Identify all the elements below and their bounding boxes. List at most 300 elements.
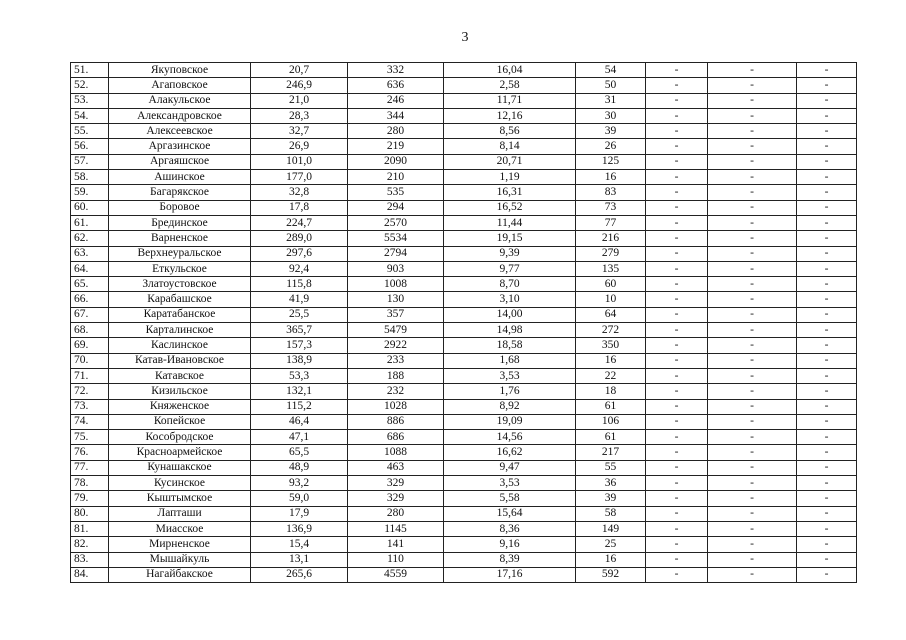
count-cell: 50 (576, 78, 646, 93)
dash-cell: - (797, 93, 857, 108)
population-cell: 2570 (348, 215, 444, 230)
dash-cell: - (646, 506, 708, 521)
settlement-name-cell: Верхнеуральское (109, 246, 251, 261)
count-cell: 64 (576, 307, 646, 322)
count-cell: 279 (576, 246, 646, 261)
dash-cell: - (797, 170, 857, 185)
settlement-name-cell: Кусинское (109, 476, 251, 491)
dash-cell: - (708, 246, 797, 261)
count-cell: 30 (576, 108, 646, 123)
dash-cell: - (708, 185, 797, 200)
dash-cell: - (708, 537, 797, 552)
area-cell: 246,9 (251, 78, 348, 93)
dash-cell: - (708, 384, 797, 399)
dash-cell: - (708, 430, 797, 445)
population-cell: 280 (348, 506, 444, 521)
area-cell: 92,4 (251, 261, 348, 276)
dash-cell: - (646, 246, 708, 261)
area-cell: 101,0 (251, 154, 348, 169)
population-cell: 1145 (348, 521, 444, 536)
table-row (71, 384, 857, 399)
population-cell: 246 (348, 93, 444, 108)
settlement-name-cell: Копейское (109, 414, 251, 429)
table-row (71, 78, 857, 93)
area-cell: 25,5 (251, 307, 348, 322)
table-row (71, 108, 857, 123)
dash-cell: - (797, 567, 857, 582)
row-number-cell: 80. (71, 506, 109, 521)
population-cell: 5479 (348, 323, 444, 338)
density-cell: 1,76 (444, 384, 576, 399)
population-cell: 332 (348, 63, 444, 78)
settlement-name-cell: Якуповское (109, 63, 251, 78)
dash-cell: - (708, 277, 797, 292)
table-row (71, 567, 857, 582)
row-number-cell: 52. (71, 78, 109, 93)
table-row (71, 323, 857, 338)
area-cell: 224,7 (251, 215, 348, 230)
dash-cell: - (797, 231, 857, 246)
row-number-cell: 63. (71, 246, 109, 261)
settlement-name-cell: Мышайкуль (109, 552, 251, 567)
population-cell: 463 (348, 460, 444, 475)
population-cell: 130 (348, 292, 444, 307)
dash-cell: - (646, 414, 708, 429)
population-cell: 2090 (348, 154, 444, 169)
settlement-name-cell: Ашинское (109, 170, 251, 185)
settlement-name-cell: Каратабанское (109, 307, 251, 322)
dash-cell: - (646, 307, 708, 322)
population-cell: 280 (348, 124, 444, 139)
row-number-cell: 73. (71, 399, 109, 414)
row-number-cell: 65. (71, 277, 109, 292)
row-number-cell: 58. (71, 170, 109, 185)
density-cell: 8,92 (444, 399, 576, 414)
table-body (71, 63, 857, 583)
row-number-cell: 55. (71, 124, 109, 139)
settlement-name-cell: Александровское (109, 108, 251, 123)
row-number-cell: 60. (71, 200, 109, 215)
dash-cell: - (646, 185, 708, 200)
table-row (71, 124, 857, 139)
dash-cell: - (797, 537, 857, 552)
dash-cell: - (708, 567, 797, 582)
dash-cell: - (797, 108, 857, 123)
density-cell: 18,58 (444, 338, 576, 353)
dash-cell: - (708, 460, 797, 475)
population-cell: 188 (348, 368, 444, 383)
area-cell: 32,7 (251, 124, 348, 139)
row-number-cell: 62. (71, 231, 109, 246)
dash-cell: - (646, 384, 708, 399)
dash-cell: - (646, 93, 708, 108)
row-number-cell: 75. (71, 430, 109, 445)
settlement-name-cell: Карабашское (109, 292, 251, 307)
population-cell: 357 (348, 307, 444, 322)
dash-cell: - (797, 323, 857, 338)
population-cell: 886 (348, 414, 444, 429)
dash-cell: - (708, 506, 797, 521)
dash-cell: - (797, 430, 857, 445)
area-cell: 297,6 (251, 246, 348, 261)
dash-cell: - (646, 368, 708, 383)
settlement-name-cell: Златоустовское (109, 277, 251, 292)
count-cell: 83 (576, 185, 646, 200)
population-cell: 686 (348, 430, 444, 445)
density-cell: 17,16 (444, 567, 576, 582)
density-cell: 14,56 (444, 430, 576, 445)
table-row (71, 399, 857, 414)
settlement-name-cell: Кизильское (109, 384, 251, 399)
area-cell: 48,9 (251, 460, 348, 475)
count-cell: 31 (576, 93, 646, 108)
dash-cell: - (797, 368, 857, 383)
dash-cell: - (708, 261, 797, 276)
settlement-name-cell: Карталинское (109, 323, 251, 338)
area-cell: 47,1 (251, 430, 348, 445)
population-cell: 219 (348, 139, 444, 154)
row-number-cell: 77. (71, 460, 109, 475)
area-cell: 177,0 (251, 170, 348, 185)
table-row (71, 521, 857, 536)
count-cell: 60 (576, 277, 646, 292)
dash-cell: - (797, 506, 857, 521)
row-number-cell: 78. (71, 476, 109, 491)
row-number-cell: 83. (71, 552, 109, 567)
count-cell: 10 (576, 292, 646, 307)
dash-cell: - (797, 185, 857, 200)
area-cell: 41,9 (251, 292, 348, 307)
dash-cell: - (646, 430, 708, 445)
row-number-cell: 64. (71, 261, 109, 276)
table-row (71, 552, 857, 567)
count-cell: 26 (576, 139, 646, 154)
dash-cell: - (797, 124, 857, 139)
dash-cell: - (646, 231, 708, 246)
settlement-name-cell: Аргаяшское (109, 154, 251, 169)
dash-cell: - (708, 552, 797, 567)
dash-cell: - (646, 476, 708, 491)
row-number-cell: 61. (71, 215, 109, 230)
row-number-cell: 81. (71, 521, 109, 536)
population-cell: 110 (348, 552, 444, 567)
area-cell: 138,9 (251, 353, 348, 368)
count-cell: 149 (576, 521, 646, 536)
dash-cell: - (797, 414, 857, 429)
dash-cell: - (797, 215, 857, 230)
density-cell: 1,19 (444, 170, 576, 185)
count-cell: 125 (576, 154, 646, 169)
density-cell: 8,56 (444, 124, 576, 139)
area-cell: 132,1 (251, 384, 348, 399)
row-number-cell: 67. (71, 307, 109, 322)
row-number-cell: 68. (71, 323, 109, 338)
density-cell: 19,09 (444, 414, 576, 429)
count-cell: 135 (576, 261, 646, 276)
area-cell: 13,1 (251, 552, 348, 567)
table-row (71, 307, 857, 322)
count-cell: 55 (576, 460, 646, 475)
density-cell: 16,04 (444, 63, 576, 78)
population-cell: 344 (348, 108, 444, 123)
area-cell: 20,7 (251, 63, 348, 78)
count-cell: 217 (576, 445, 646, 460)
dash-cell: - (646, 261, 708, 276)
settlement-name-cell: Катавское (109, 368, 251, 383)
settlement-name-cell: Багарякское (109, 185, 251, 200)
density-cell: 9,39 (444, 246, 576, 261)
count-cell: 106 (576, 414, 646, 429)
count-cell: 61 (576, 399, 646, 414)
table-row (71, 231, 857, 246)
population-cell: 903 (348, 261, 444, 276)
dash-cell: - (797, 384, 857, 399)
density-cell: 8,39 (444, 552, 576, 567)
dash-cell: - (708, 323, 797, 338)
dash-cell: - (797, 200, 857, 215)
dash-cell: - (708, 154, 797, 169)
dash-cell: - (646, 292, 708, 307)
table-row (71, 430, 857, 445)
row-number-cell: 74. (71, 414, 109, 429)
row-number-cell: 69. (71, 338, 109, 353)
row-number-cell: 57. (71, 154, 109, 169)
dash-cell: - (797, 292, 857, 307)
count-cell: 36 (576, 476, 646, 491)
population-cell: 329 (348, 491, 444, 506)
row-number-cell: 71. (71, 368, 109, 383)
row-number-cell: 72. (71, 384, 109, 399)
density-cell: 16,62 (444, 445, 576, 460)
count-cell: 25 (576, 537, 646, 552)
area-cell: 32,8 (251, 185, 348, 200)
table-row (71, 215, 857, 230)
table-row (71, 476, 857, 491)
density-cell: 16,31 (444, 185, 576, 200)
density-cell: 9,47 (444, 460, 576, 475)
count-cell: 58 (576, 506, 646, 521)
dash-cell: - (646, 460, 708, 475)
population-cell: 636 (348, 78, 444, 93)
population-cell: 5534 (348, 231, 444, 246)
settlement-name-cell: Красноармейское (109, 445, 251, 460)
population-cell: 210 (348, 170, 444, 185)
count-cell: 272 (576, 323, 646, 338)
settlement-name-cell: Варненское (109, 231, 251, 246)
row-number-cell: 76. (71, 445, 109, 460)
table-row (71, 170, 857, 185)
area-cell: 115,8 (251, 277, 348, 292)
population-cell: 294 (348, 200, 444, 215)
area-cell: 157,3 (251, 338, 348, 353)
dash-cell: - (646, 567, 708, 582)
count-cell: 16 (576, 353, 646, 368)
settlement-name-cell: Лапташи (109, 506, 251, 521)
row-number-cell: 56. (71, 139, 109, 154)
dash-cell: - (646, 215, 708, 230)
settlement-name-cell: Алексеевское (109, 124, 251, 139)
area-cell: 93,2 (251, 476, 348, 491)
area-cell: 59,0 (251, 491, 348, 506)
count-cell: 22 (576, 368, 646, 383)
dash-cell: - (797, 521, 857, 536)
dash-cell: - (646, 399, 708, 414)
dash-cell: - (646, 78, 708, 93)
density-cell: 5,58 (444, 491, 576, 506)
dash-cell: - (646, 124, 708, 139)
row-number-cell: 70. (71, 353, 109, 368)
count-cell: 350 (576, 338, 646, 353)
dash-cell: - (797, 353, 857, 368)
dash-cell: - (708, 476, 797, 491)
dash-cell: - (797, 399, 857, 414)
dash-cell: - (797, 307, 857, 322)
population-cell: 141 (348, 537, 444, 552)
dash-cell: - (708, 445, 797, 460)
dash-cell: - (708, 139, 797, 154)
settlement-name-cell: Агаповское (109, 78, 251, 93)
settlement-name-cell: Алакульское (109, 93, 251, 108)
population-cell: 4559 (348, 567, 444, 582)
dash-cell: - (646, 277, 708, 292)
dash-cell: - (708, 521, 797, 536)
settlement-name-cell: Кыштымское (109, 491, 251, 506)
settlement-name-cell: Еткульское (109, 261, 251, 276)
dash-cell: - (797, 154, 857, 169)
population-cell: 233 (348, 353, 444, 368)
row-number-cell: 53. (71, 93, 109, 108)
dash-cell: - (646, 338, 708, 353)
dash-cell: - (797, 78, 857, 93)
dash-cell: - (646, 491, 708, 506)
area-cell: 289,0 (251, 231, 348, 246)
population-cell: 1028 (348, 399, 444, 414)
settlement-name-cell: Миасское (109, 521, 251, 536)
dash-cell: - (797, 139, 857, 154)
area-cell: 365,7 (251, 323, 348, 338)
count-cell: 54 (576, 63, 646, 78)
dash-cell: - (797, 338, 857, 353)
settlement-name-cell: Кунашакское (109, 460, 251, 475)
dash-cell: - (708, 124, 797, 139)
table-row (71, 261, 857, 276)
area-cell: 26,9 (251, 139, 348, 154)
settlement-name-cell: Нагайбакское (109, 567, 251, 582)
dash-cell: - (708, 491, 797, 506)
area-cell: 17,9 (251, 506, 348, 521)
table-row (71, 63, 857, 78)
area-cell: 15,4 (251, 537, 348, 552)
dash-cell: - (708, 93, 797, 108)
table-row (71, 506, 857, 521)
dash-cell: - (797, 261, 857, 276)
population-cell: 2922 (348, 338, 444, 353)
population-cell: 329 (348, 476, 444, 491)
row-number-cell: 79. (71, 491, 109, 506)
count-cell: 592 (576, 567, 646, 582)
table-row (71, 353, 857, 368)
dash-cell: - (646, 154, 708, 169)
dash-cell: - (646, 521, 708, 536)
density-cell: 2,58 (444, 78, 576, 93)
count-cell: 77 (576, 215, 646, 230)
settlement-name-cell: Брединское (109, 215, 251, 230)
area-cell: 21,0 (251, 93, 348, 108)
table-row (71, 292, 857, 307)
dash-cell: - (646, 170, 708, 185)
dash-cell: - (708, 353, 797, 368)
area-cell: 17,8 (251, 200, 348, 215)
row-number-cell: 66. (71, 292, 109, 307)
settlement-name-cell: Аргазинское (109, 139, 251, 154)
dash-cell: - (708, 108, 797, 123)
density-cell: 1,68 (444, 353, 576, 368)
density-cell: 3,10 (444, 292, 576, 307)
density-cell: 9,77 (444, 261, 576, 276)
dash-cell: - (708, 292, 797, 307)
count-cell: 16 (576, 552, 646, 567)
population-cell: 1008 (348, 277, 444, 292)
dash-cell: - (797, 460, 857, 475)
dash-cell: - (797, 552, 857, 567)
count-cell: 61 (576, 430, 646, 445)
settlement-name-cell: Боровое (109, 200, 251, 215)
density-cell: 14,98 (444, 323, 576, 338)
dash-cell: - (708, 63, 797, 78)
table-row (71, 460, 857, 475)
row-number-cell: 51. (71, 63, 109, 78)
density-cell: 15,64 (444, 506, 576, 521)
table-row (71, 139, 857, 154)
population-cell: 232 (348, 384, 444, 399)
table-row (71, 537, 857, 552)
settlement-name-cell: Мирненское (109, 537, 251, 552)
count-cell: 18 (576, 384, 646, 399)
density-cell: 12,16 (444, 108, 576, 123)
table-row (71, 491, 857, 506)
dash-cell: - (708, 78, 797, 93)
dash-cell: - (646, 139, 708, 154)
data-table (70, 62, 857, 583)
area-cell: 115,2 (251, 399, 348, 414)
population-cell: 1088 (348, 445, 444, 460)
area-cell: 46,4 (251, 414, 348, 429)
dash-cell: - (708, 338, 797, 353)
row-number-cell: 59. (71, 185, 109, 200)
dash-cell: - (646, 552, 708, 567)
area-cell: 265,6 (251, 567, 348, 582)
dash-cell: - (646, 63, 708, 78)
dash-cell: - (708, 368, 797, 383)
dash-cell: - (797, 445, 857, 460)
dash-cell: - (646, 108, 708, 123)
dash-cell: - (708, 215, 797, 230)
density-cell: 11,44 (444, 215, 576, 230)
dash-cell: - (797, 63, 857, 78)
dash-cell: - (646, 445, 708, 460)
table-row (71, 200, 857, 215)
area-cell: 65,5 (251, 445, 348, 460)
dash-cell: - (797, 246, 857, 261)
density-cell: 14,00 (444, 307, 576, 322)
table-row (71, 368, 857, 383)
density-cell: 8,36 (444, 521, 576, 536)
area-cell: 136,9 (251, 521, 348, 536)
table-row (71, 185, 857, 200)
dash-cell: - (646, 537, 708, 552)
density-cell: 3,53 (444, 368, 576, 383)
dash-cell: - (646, 353, 708, 368)
